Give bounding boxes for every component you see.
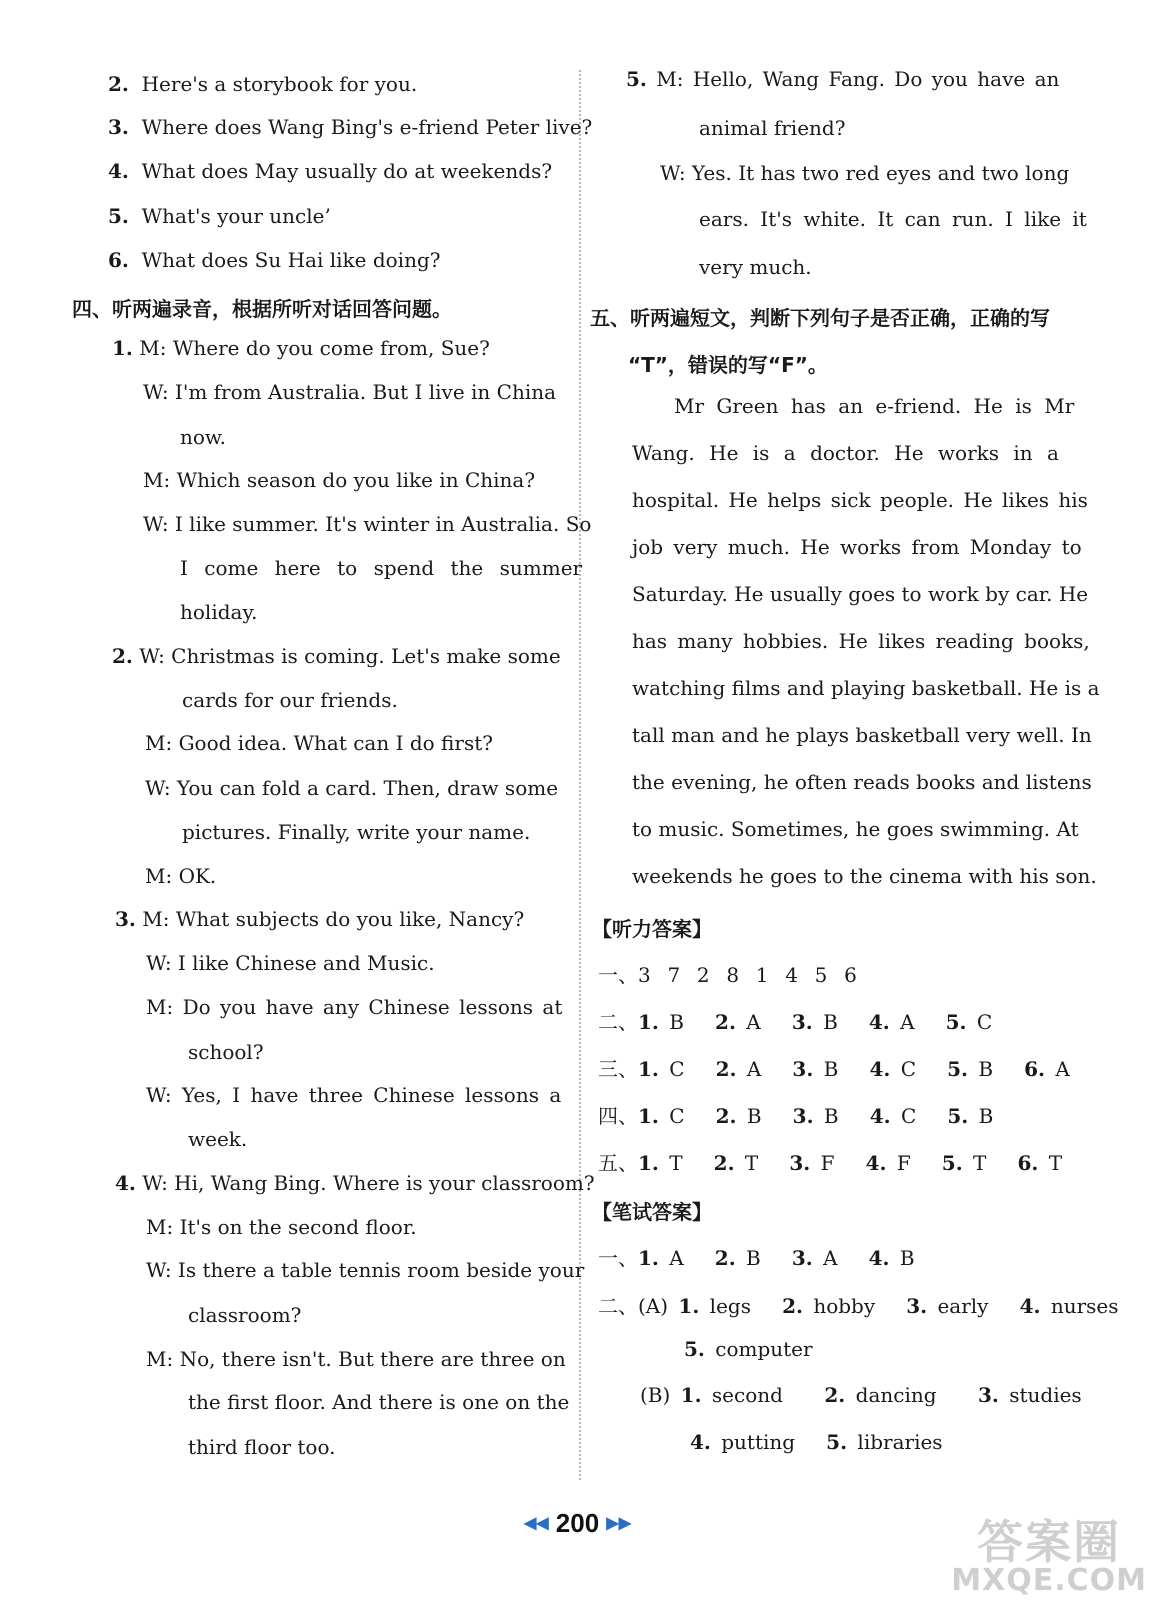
q3-item: 2. Here's a storybook for you.: [108, 72, 418, 96]
page-number: 200: [555, 1508, 600, 1538]
dialogue-line: W: Yes, I have three Chinese lessons a: [146, 1083, 562, 1107]
q3-item: 3. Where does Wang Bing's e-friend Peter live?: [108, 115, 593, 139]
passage-line: the evening, he often reads books and listens: [632, 770, 1092, 794]
answer-row: 二、1. B 2. A 3. B 4. A 5. C: [598, 1010, 993, 1034]
answer-row: 一、3 7 2 8 1 4 5 6: [598, 963, 857, 987]
passage-line: Mr Green has an e-friend. He is Mr: [674, 394, 1075, 418]
dialogue-line: W: I like summer. It's winter in Australia. So: [143, 512, 592, 536]
answer-row: 三、1. C 2. A 3. B 4. C 5. B 6. A: [598, 1057, 1070, 1081]
dialogue-line: 4. W: Hi, Wang Bing. Where is your classroom?: [115, 1171, 595, 1195]
q3-item: 4. What does May usually do at weekends?: [108, 159, 553, 183]
passage-line: weekends he goes to the cinema with his son.: [632, 864, 1097, 888]
answer-row: 一、1. A 2. B 3. A 4. B: [598, 1246, 915, 1270]
dialogue-line-cont: pictures. Finally, write your name.: [182, 820, 531, 844]
dialogue-line-cont: the first floor. And there is one on the: [188, 1390, 570, 1414]
watermark-bottom-text: MXQE.COM: [951, 1563, 1147, 1598]
dialogue-line: W: Is there a table tennis room beside your: [146, 1258, 585, 1282]
q3-item: 6. What does Su Hai like doing?: [108, 248, 441, 272]
watermark-logo: [951, 1515, 1147, 1598]
dialogue-line-cont: school?: [188, 1040, 264, 1064]
dialogue-line-cont: holiday.: [180, 600, 258, 624]
answer-row: 四、1. C 2. B 3. B 4. C 5. B: [598, 1104, 994, 1128]
q3-item: 5. What's your uncle’: [108, 204, 331, 228]
dialogue-line: M: It's on the second floor.: [146, 1215, 417, 1239]
passage-line: Wang. He is a doctor. He works in a: [632, 441, 1059, 465]
passage-line: Saturday. He usually goes to work by car. He: [632, 582, 1089, 606]
passage-line: job very much. He works from Monday to: [632, 535, 1082, 559]
next-arrows-icon: ▶▶: [606, 1515, 632, 1532]
dialogue-line: M: Which season do you like in China?: [143, 468, 536, 492]
section4-header: 四、听两遍录音，根据所听对话回答问题。: [72, 297, 452, 321]
prev-arrows-icon: ◀◀: [523, 1515, 549, 1532]
answer-row: 4. putting 5. libraries: [690, 1430, 943, 1454]
dialogue-line-cont: third floor too.: [188, 1435, 336, 1459]
dialogue-line: 1. M: Where do you come from, Sue?: [112, 336, 490, 360]
dialogue-line-cont: I come here to spend the summer: [180, 556, 583, 580]
dialogue-line: W: Yes. It has two red eyes and two long: [660, 161, 1070, 185]
passage-line: tall man and he plays basketball very well. In: [632, 723, 1092, 747]
dialogue-line-cont: classroom?: [188, 1303, 302, 1327]
dialogue-line: M: No, there isn't. But there are three on: [146, 1347, 566, 1371]
dialogue-line-cont: very much.: [699, 255, 812, 279]
dialogue-line-cont: cards for our friends.: [182, 688, 398, 712]
listening-answers-title: 【听力答案】: [592, 917, 712, 941]
dialogue-line-cont: week.: [188, 1127, 248, 1151]
answer-row: 五、1. T 2. T 3. F 4. F 5. T 6. T: [598, 1151, 1063, 1175]
passage-line: watching films and playing basketball. He is a: [632, 676, 1100, 700]
passage-line: to music. Sometimes, he goes swimming. At: [632, 817, 1079, 841]
dialogue-line: M: Good idea. What can I do first?: [145, 731, 493, 755]
dialogue-line: M: OK.: [145, 864, 217, 888]
dialogue-line: W: I'm from Australia. But I live in China: [143, 380, 557, 404]
dialogue-line: W: I like Chinese and Music.: [146, 951, 435, 975]
answer-row: (B) 1. second 2. dancing 3. studies: [640, 1383, 1082, 1407]
dialogue-line: 2. W: Christmas is coming. Let's make some: [112, 644, 561, 668]
dialogue-line: 3. M: What subjects do you like, Nancy?: [115, 907, 525, 931]
dialogue-line-cont: now.: [180, 425, 227, 449]
answer-row: 二、(A) 1. legs 2. hobby 3. early 4. nurses: [598, 1294, 1119, 1318]
passage-line: hospital. He helps sick people. He likes his: [632, 488, 1088, 512]
dialogue-line: M: Do you have any Chinese lessons at: [146, 995, 563, 1019]
passage-line: has many hobbies. He likes reading books,: [632, 629, 1090, 653]
dialogue-line-cont: ears. It's white. It can run. I like it: [699, 207, 1087, 231]
watermark-top-text: 答案圈: [977, 1515, 1122, 1569]
dialogue-line-cont: animal friend?: [699, 116, 846, 140]
dialogue-line: W: You can fold a card. Then, draw some: [145, 776, 559, 800]
dialogue-line: 5. M: Hello, Wang Fang. Do you have an: [626, 67, 1060, 91]
written-answers-title: 【笔试答案】: [592, 1200, 712, 1224]
answer-row: 5. computer: [684, 1337, 813, 1361]
